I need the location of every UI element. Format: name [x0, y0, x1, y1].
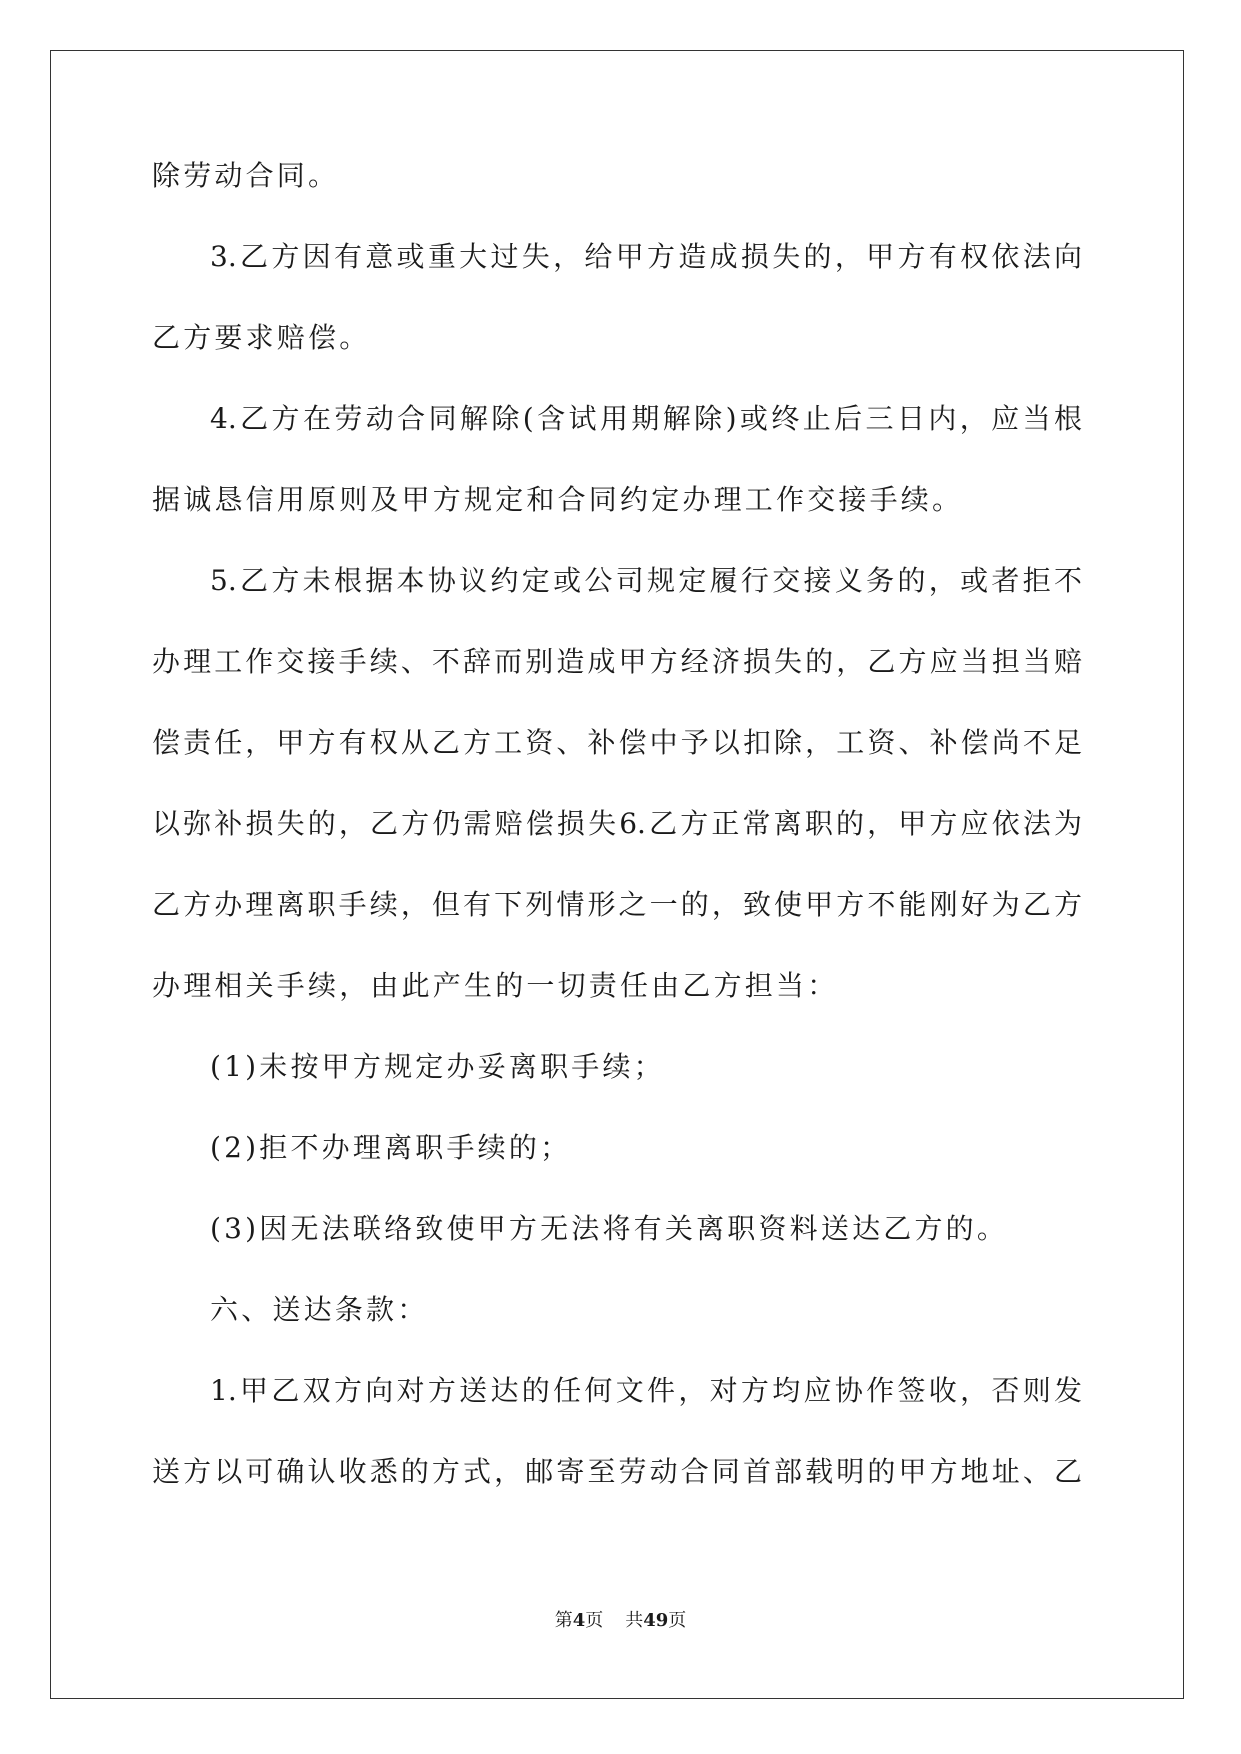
page-footer	[0, 1606, 1241, 1632]
paragraph-line: 以弥补损失的，乙方仍需赔偿损失6.乙方正常离职的，甲方应依法为	[152, 807, 1082, 840]
footer-page-word: 页	[585, 1610, 604, 1631]
paragraph-line: 送方以可确认收悉的方式，邮寄至劳动合同首部载明的甲方地址、乙	[152, 1455, 1082, 1488]
paragraph-line: 办理相关手续，由此产生的一切责任由乙方担当：	[152, 969, 839, 1002]
section-heading: 六、送达条款：	[210, 1293, 429, 1326]
footer-total-prefix: 共	[625, 1610, 644, 1631]
footer-prefix: 第	[554, 1610, 573, 1631]
paragraph-line: 乙方要求赔偿。	[152, 321, 371, 354]
paragraph-line: 除劳动合同。	[152, 159, 340, 192]
paragraph-line: 偿责任，甲方有权从乙方工资、补偿中予以扣除，工资、补偿尚不足	[152, 726, 1082, 759]
footer-total-suffix: 页	[668, 1610, 687, 1631]
paragraph-line: 1.甲乙双方向对方送达的任何文件，对方均应协作签收，否则发	[210, 1374, 1082, 1407]
paragraph-line: 3.乙方因有意或重大过失，给甲方造成损失的，甲方有权依法向	[210, 240, 1082, 273]
paragraph-line: 4.乙方在劳动合同解除(含试用期解除)或终止后三日内，应当根	[210, 402, 1082, 435]
total-pages-number: 49	[643, 1610, 669, 1631]
current-page-number: 4	[572, 1610, 586, 1631]
document-body	[152, 159, 1082, 1539]
list-item: (3)因无法联络致使甲方无法将有关离职资料送达乙方的。	[210, 1212, 1009, 1245]
paragraph-line: 乙方办理离职手续，但有下列情形之一的，致使甲方不能刚好为乙方	[152, 888, 1082, 921]
paragraph-line: 据诚恳信用原则及甲方规定和合同约定办理工作交接手续。	[152, 483, 964, 516]
paragraph-line: 5.乙方未根据本协议约定或公司规定履行交接义务的，或者拒不	[210, 564, 1082, 597]
paragraph-line: 办理工作交接手续、不辞而别造成甲方经济损失的，乙方应当担当赔	[152, 645, 1082, 678]
list-item: (1)未按甲方规定办妥离职手续；	[210, 1050, 665, 1083]
list-item: (2)拒不办理离职手续的；	[210, 1131, 572, 1164]
